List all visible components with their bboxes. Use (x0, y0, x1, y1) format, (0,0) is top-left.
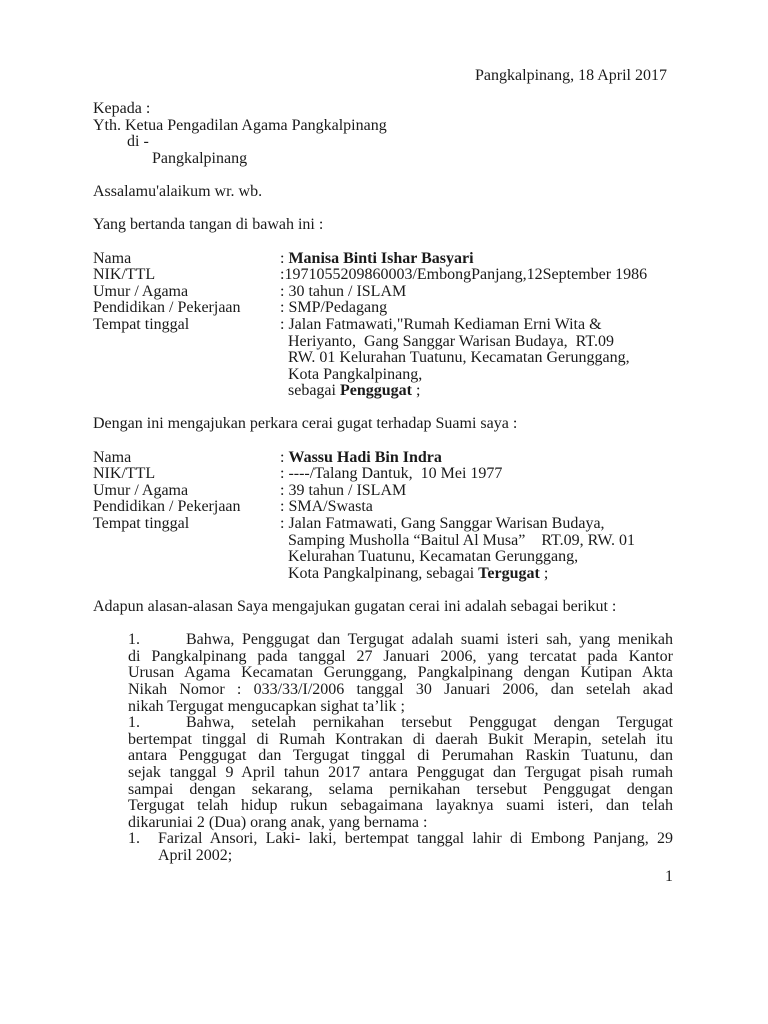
field-label: Umur / Agama (93, 282, 189, 300)
address-continuation: Kelurahan Tuatunu, Kecamatan Gerunggang, (288, 548, 579, 566)
reason-number: 1. (128, 631, 140, 649)
address-continuation: Samping Musholla “Baitul Al Musa” RT.09, RW. 01 (288, 531, 636, 549)
address-continuation: Heriyanto, Gang Sanggar Warisan Budaya, RT.09 (288, 332, 614, 350)
defendant-name: Wassu Hadi Bin Indra (288, 448, 442, 466)
page-number: 1 (665, 867, 673, 885)
field-separator: : (280, 249, 289, 267)
blank-line (93, 234, 673, 251)
plaintiff-name-row (93, 251, 673, 268)
recipient-addressee: Yth. Ketua Pengadilan Agama Pangkalpinang (93, 116, 387, 134)
defendant-role: Tergugat (478, 564, 540, 582)
place-date: Pangkalpinang, 18 April 2017 (475, 67, 667, 84)
role-suffix: ; (411, 382, 421, 400)
reason-text-line: Nikah Nomor : 033/33/I/2006 tanggal 30 Januari 2006, dan setelah akad (128, 680, 673, 698)
field-label: Tempat tinggal (93, 515, 190, 533)
plaintiff-role-line (93, 383, 673, 400)
reason-text-line: Urusan Agama Kecamatan Gerunggang, Pangkalpinang dengan Kutipan Akta (128, 664, 673, 682)
intro-statement: Yang bertanda tangan di bawah ini : (93, 216, 324, 234)
field-label: Pendidikan / Pekerjaan (93, 498, 241, 516)
field-label: Pendidikan / Pekerjaan (93, 299, 241, 317)
plaintiff-name: Manisa Binti Ishar Basyari (288, 249, 474, 267)
reason-item (128, 632, 673, 649)
blank-line (93, 400, 673, 417)
reason-text-line: nikah Tergugat mengucapkan sighat ta’lik ; (128, 697, 405, 715)
reason-number: 1. (128, 714, 140, 732)
reason-text-line: bertempat tinggal di Rumah Kontrakan di daerah Bukit Merapin, setelah itu (128, 730, 673, 748)
field-value: : SMP/Pedagang (280, 299, 388, 317)
reason-text-line: antara Penggugat dan Tergugat tinggal di Perumahan Raskin Tuatunu, dan (128, 747, 673, 765)
reason-text-line: sampai dengan sekarang, selama pernikahan tersebut Penggugat dengan (128, 780, 673, 798)
address-continuation: RW. 01 Kelurahan Tuatunu, Kecamatan Gerunggang, (288, 349, 630, 367)
field-value: :1971055209860003/EmbongPanjang,12September 1986 (280, 266, 648, 284)
field-label: Umur / Agama (93, 481, 189, 499)
reason-text-line: Bahwa, Penggugat dan Tergugat adalah suami isteri sah, yang menikah (186, 631, 673, 649)
field-label: Nama (93, 448, 132, 466)
reason-text-line: Tergugat telah hidup rukun sebagaimana layaknya suami isteri, dan telah (128, 797, 673, 815)
defendant-name-row (93, 450, 673, 467)
field-label: Nama (93, 249, 132, 267)
role-suffix: ; (539, 564, 549, 582)
plaintiff-age-row (93, 284, 673, 301)
recipient-city: Pangkalpinang (152, 149, 248, 167)
blank-line (93, 582, 673, 599)
child-text-line: Farizal Ansori, Laki- laki, bertempat tanggal lahir di Embong Panjang, 29 (158, 830, 673, 848)
defendant-age-row (93, 483, 673, 500)
recipient-label: Kepada : (93, 100, 151, 118)
field-value: : 30 tahun / ISLAM (280, 282, 407, 300)
child-item (128, 831, 673, 848)
greeting: Assalamu'alaikum wr. wb. (93, 183, 263, 201)
recipient-at: di - (127, 133, 149, 151)
field-label: Tempat tinggal (93, 315, 190, 333)
role-prefix: Kota Pangkalpinang, sebagai (288, 564, 479, 582)
field-value: : 39 tahun / ISLAM (280, 481, 407, 499)
reasons-intro: Adapun alasan-alasan Saya mengajukan gugatan cerai ini adalah sebagai berikut : (93, 598, 617, 615)
claim-statement: Dengan ini mengajukan perkara cerai gugat terhadap Suami saya : (93, 415, 518, 433)
defendant-address-row (93, 516, 673, 533)
field-value (280, 450, 442, 467)
reason-item (128, 715, 673, 732)
letter-body (93, 68, 673, 885)
field-label: NIK/TTL (93, 266, 156, 284)
reason-text-line: di Pangkalpinang pada tanggal 27 Januari 2006, yang tercatat pada Kantor (128, 647, 673, 665)
field-value: : Jalan Fatmawati,"Rumah Kediaman Erni Wita & (280, 315, 602, 333)
field-value: : Jalan Fatmawati, Gang Sanggar Warisan Budaya, (280, 515, 605, 533)
plaintiff-role: Penggugat (339, 382, 412, 400)
address-continuation: Kota Pangkalpinang, (288, 365, 423, 383)
reason-text-line: dikaruniai 2 (Dua) orang anak, yang bernama : (128, 813, 428, 831)
reason-text-line: Bahwa, setelah pernikahan tersebut Penggugat dengan Tergugat (186, 714, 673, 732)
defendant-role-line (93, 566, 673, 583)
blank-line (93, 433, 673, 450)
blank-line (93, 201, 673, 218)
field-value: : SMA/Swasta (280, 498, 373, 516)
defendant-education-row (93, 499, 673, 516)
field-value (280, 251, 474, 268)
reason-text-line: sejak tanggal 9 April tahun 2017 antara Penggugat dan Tergugat pisah rumah (128, 763, 673, 781)
role-prefix: sebagai (288, 382, 340, 400)
field-label: NIK/TTL (93, 465, 156, 483)
field-value: : ----/Talang Dantuk, 10 Mei 1977 (280, 465, 503, 483)
blank-line (93, 168, 673, 185)
child-text-line: April 2002; (158, 846, 233, 864)
plaintiff-nik-row (93, 267, 673, 284)
child-number: 1. (128, 830, 140, 848)
plaintiff-address-row (93, 317, 673, 334)
blank-line (93, 85, 673, 102)
blank-line (93, 616, 673, 633)
field-separator: : (280, 448, 289, 466)
plaintiff-education-row (93, 300, 673, 317)
defendant-nik-row (93, 466, 673, 483)
